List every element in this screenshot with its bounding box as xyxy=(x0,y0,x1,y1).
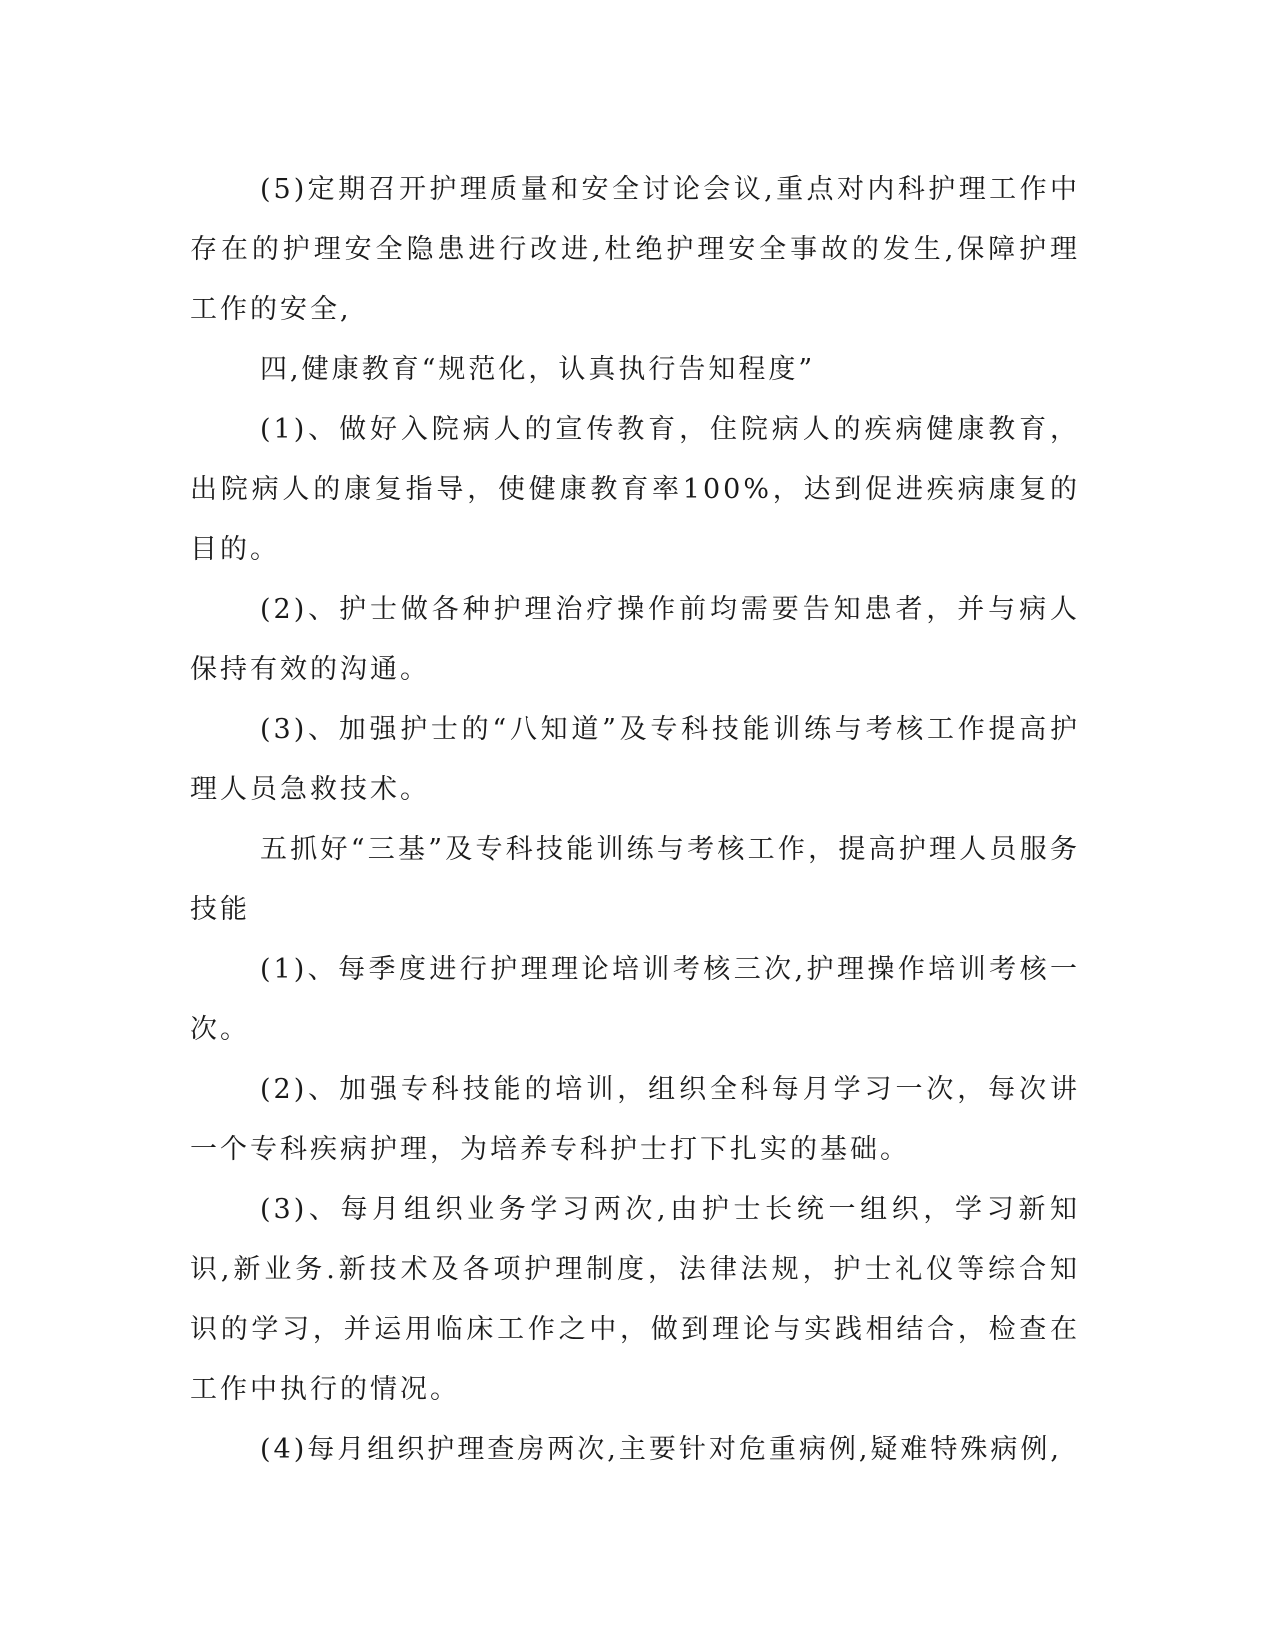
paragraph-ward-rounds: (4)每月组织护理查房两次,主要针对危重病例,疑难特殊病例, xyxy=(260,1434,1062,1465)
paragraph-monthly-study: (3)、每月组织业务学习两次,由护士长统一组织，学习新知识,新业务.新技术及各项护理制度，法律法规，护士礼仪等综合知识的学习，并运用临床工作之中，做到理论与实践相结合，检查在工作中执行的情况。 xyxy=(190,1194,1080,1405)
section-heading-health-education: 四,健康教育“规范化，认真执行告知程度” xyxy=(260,354,816,385)
paragraph-quarterly-assessment: (1)、每季度进行护理理论培训考核三次,护理操作培训考核一次。 xyxy=(190,954,1080,1045)
document-body xyxy=(190,160,1080,1480)
paragraph-inform-patients: (2)、护士做各种护理治疗操作前均需要告知患者，并与病人保持有效的沟通。 xyxy=(190,594,1080,685)
paragraph-specialty-training: (2)、加强专科技能的培训，组织全科每月学习一次，每次讲一个专科疾病护理，为培养专科护士打下扎实的基础。 xyxy=(190,1074,1080,1165)
paragraph-admission-education: (1)、做好入院病人的宣传教育，住院病人的疾病健康教育，出院病人的康复指导，使健康教育率100%，达到促进疾病康复的目的。 xyxy=(190,414,1080,565)
paragraph-safety-meeting: (5)定期召开护理质量和安全讨论会议,重点对内科护理工作中存在的护理安全隐患进行改进,杜绝护理安全事故的发生,保障护理工作的安全, xyxy=(190,174,1080,325)
paragraph-eight-knowledge: (3)、加强护士的“八知道”及专科技能训练与考核工作提高护理人员急救技术。 xyxy=(190,714,1080,805)
section-heading-three-basics: 五抓好“三基”及专科技能训练与考核工作，提高护理人员服务技能 xyxy=(190,834,1080,925)
